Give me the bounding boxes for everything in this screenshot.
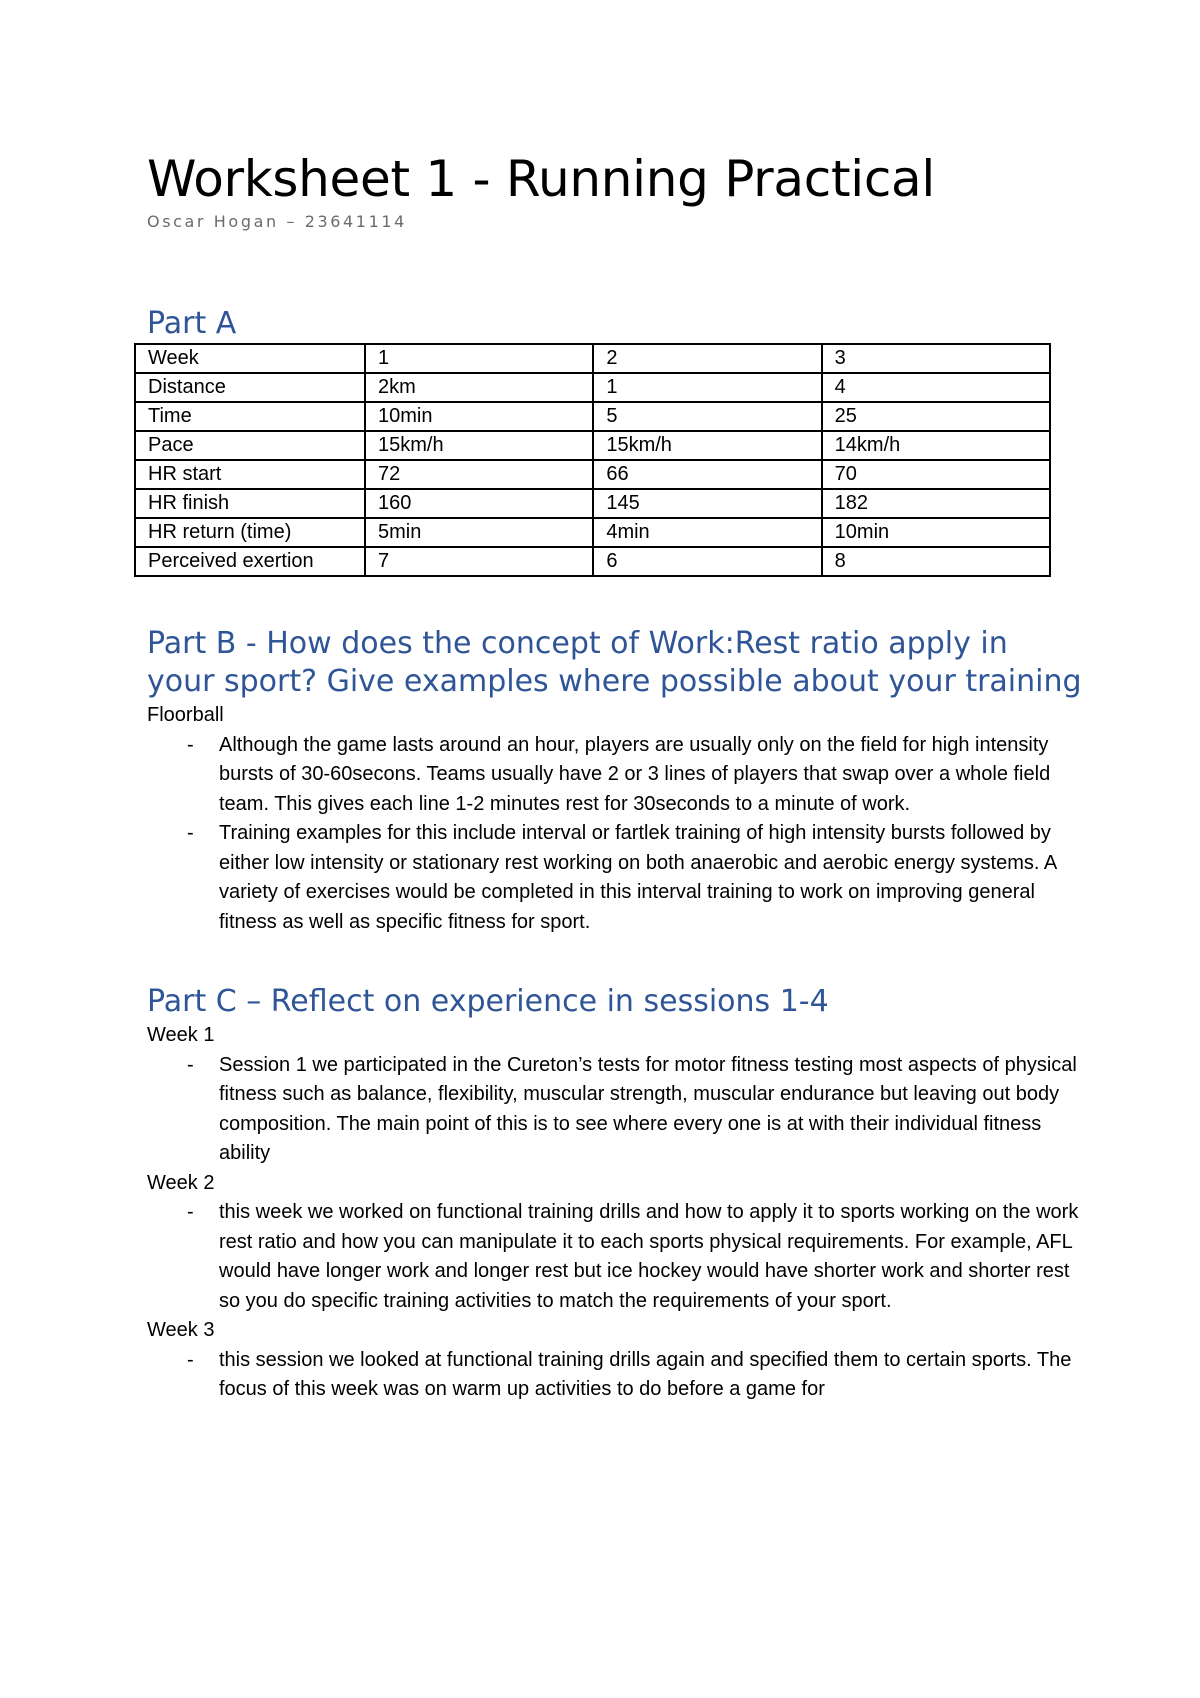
- part-c-heading: Part C – Reflect on experience in sessions 1-4: [147, 984, 829, 1019]
- table-row-label: HR start: [135, 460, 365, 489]
- table-row-label: Week: [135, 344, 365, 373]
- table-row-label: Perceived exertion: [135, 547, 365, 576]
- table-cell: 160: [365, 489, 593, 518]
- table-cell: 70: [822, 460, 1050, 489]
- sport-label: Floorball: [147, 704, 224, 726]
- dash-bullet: -: [187, 822, 194, 844]
- table-row: [135, 344, 1050, 373]
- table-row-label: Pace: [135, 431, 365, 460]
- table-cell: 66: [593, 460, 821, 489]
- week-2-bullet-list: [147, 1198, 1082, 1316]
- week-2-label: Week 2: [147, 1171, 215, 1194]
- dash-bullet: -: [187, 1201, 194, 1223]
- document-title: Worksheet 1 - Running Practical: [147, 150, 935, 208]
- table-cell: 10min: [822, 518, 1050, 547]
- dash-bullet: -: [187, 733, 194, 756]
- table-cell: 6: [593, 547, 821, 576]
- table-cell: 3: [822, 344, 1050, 373]
- week-1-bullet-list: [147, 1051, 1082, 1169]
- table-cell: 4: [822, 373, 1050, 402]
- table-row: [135, 373, 1050, 402]
- table-cell: 15km/h: [593, 431, 821, 460]
- list-item: [147, 1346, 1082, 1405]
- week-3-label: Week 3: [147, 1319, 215, 1341]
- table-cell: 72: [365, 460, 593, 489]
- table-cell: 4min: [593, 518, 821, 547]
- table-row: [135, 518, 1050, 547]
- table-row-label: HR finish: [135, 489, 365, 518]
- table-cell: 2: [593, 344, 821, 373]
- running-data-table: [134, 343, 1051, 577]
- table-cell: 5min: [365, 518, 593, 547]
- list-item: [147, 1051, 1082, 1169]
- table-row-label: Distance: [135, 373, 365, 402]
- part-b-heading: Part B - How does the concept of Work:Rest ratio apply in your sport? Give examples where possible about your training: [147, 626, 1082, 699]
- table-cell: 1: [365, 344, 593, 373]
- part-a-heading: Part A: [147, 306, 237, 341]
- table-cell: 10min: [365, 402, 593, 431]
- list-item: [147, 731, 1082, 820]
- table-cell: 2km: [365, 373, 593, 402]
- table-row-label: HR return (time): [135, 518, 365, 547]
- list-item: [147, 819, 1082, 937]
- table-row: [135, 460, 1050, 489]
- week-1-label: Week 1: [147, 1024, 215, 1046]
- table-cell: 5: [593, 402, 821, 431]
- table-cell: 182: [822, 489, 1050, 518]
- table-cell: 25: [822, 402, 1050, 431]
- table-row: [135, 402, 1050, 431]
- list-item: [147, 1198, 1082, 1316]
- table-row: [135, 431, 1050, 460]
- table-cell: 15km/h: [365, 431, 593, 460]
- bullet-text: Although the game lasts around an hour, players are usually only on the field for high intensity bursts of 30-60secons. Teams usually have 2 or 3 lines of players that swap over a whole field team. This gives each line 1-2 minutes rest for 30seconds to a minute of work.: [219, 733, 1051, 815]
- bullet-text: Session 1 we participated in the Cureton’s tests for motor fitness testing most aspects of physical fitness such as balance, flexibility, muscular strength, muscular endurance but leaving out body composition. The main point of this is to see where every one is at with their individual fitness ability: [219, 1053, 1077, 1164]
- table-row: [135, 547, 1050, 576]
- table-cell: 8: [822, 547, 1050, 576]
- document-subtitle: Oscar Hogan – 23641114: [147, 212, 407, 231]
- bullet-text: Training examples for this include interval or fartlek training of high intensity bursts followed by either low intensity or stationary rest working on both anaerobic and aerobic energy systems. A variety of exercises would be completed in this interval training to work on improving general fitness as well as specific fitness for sport.: [219, 822, 1057, 933]
- bullet-text: this session we looked at functional training drills again and specified them to certain sports. The focus of this week was on warm up activities to do before a game for: [219, 1348, 1072, 1400]
- bullet-text: this week we worked on functional training drills and how to apply it to sports working on the work rest ratio and how you can manipulate it to each sports physical requirements. For example, AFL would have longer work and longer rest but ice hockey would have shorter work and shorter rest so you do specific training activities to match the requirements of your sport.: [219, 1201, 1079, 1312]
- table-row: [135, 489, 1050, 518]
- document-content: [147, 148, 1082, 1405]
- table-row-label: Time: [135, 402, 365, 431]
- part-b-bullet-list: [147, 731, 1082, 938]
- table-cell: 14km/h: [822, 431, 1050, 460]
- dash-bullet: -: [187, 1053, 194, 1076]
- table-cell: 145: [593, 489, 821, 518]
- week-3-bullet-list: [147, 1346, 1082, 1405]
- table-cell: 1: [593, 373, 821, 402]
- table-cell: 7: [365, 547, 593, 576]
- dash-bullet: -: [187, 1348, 194, 1371]
